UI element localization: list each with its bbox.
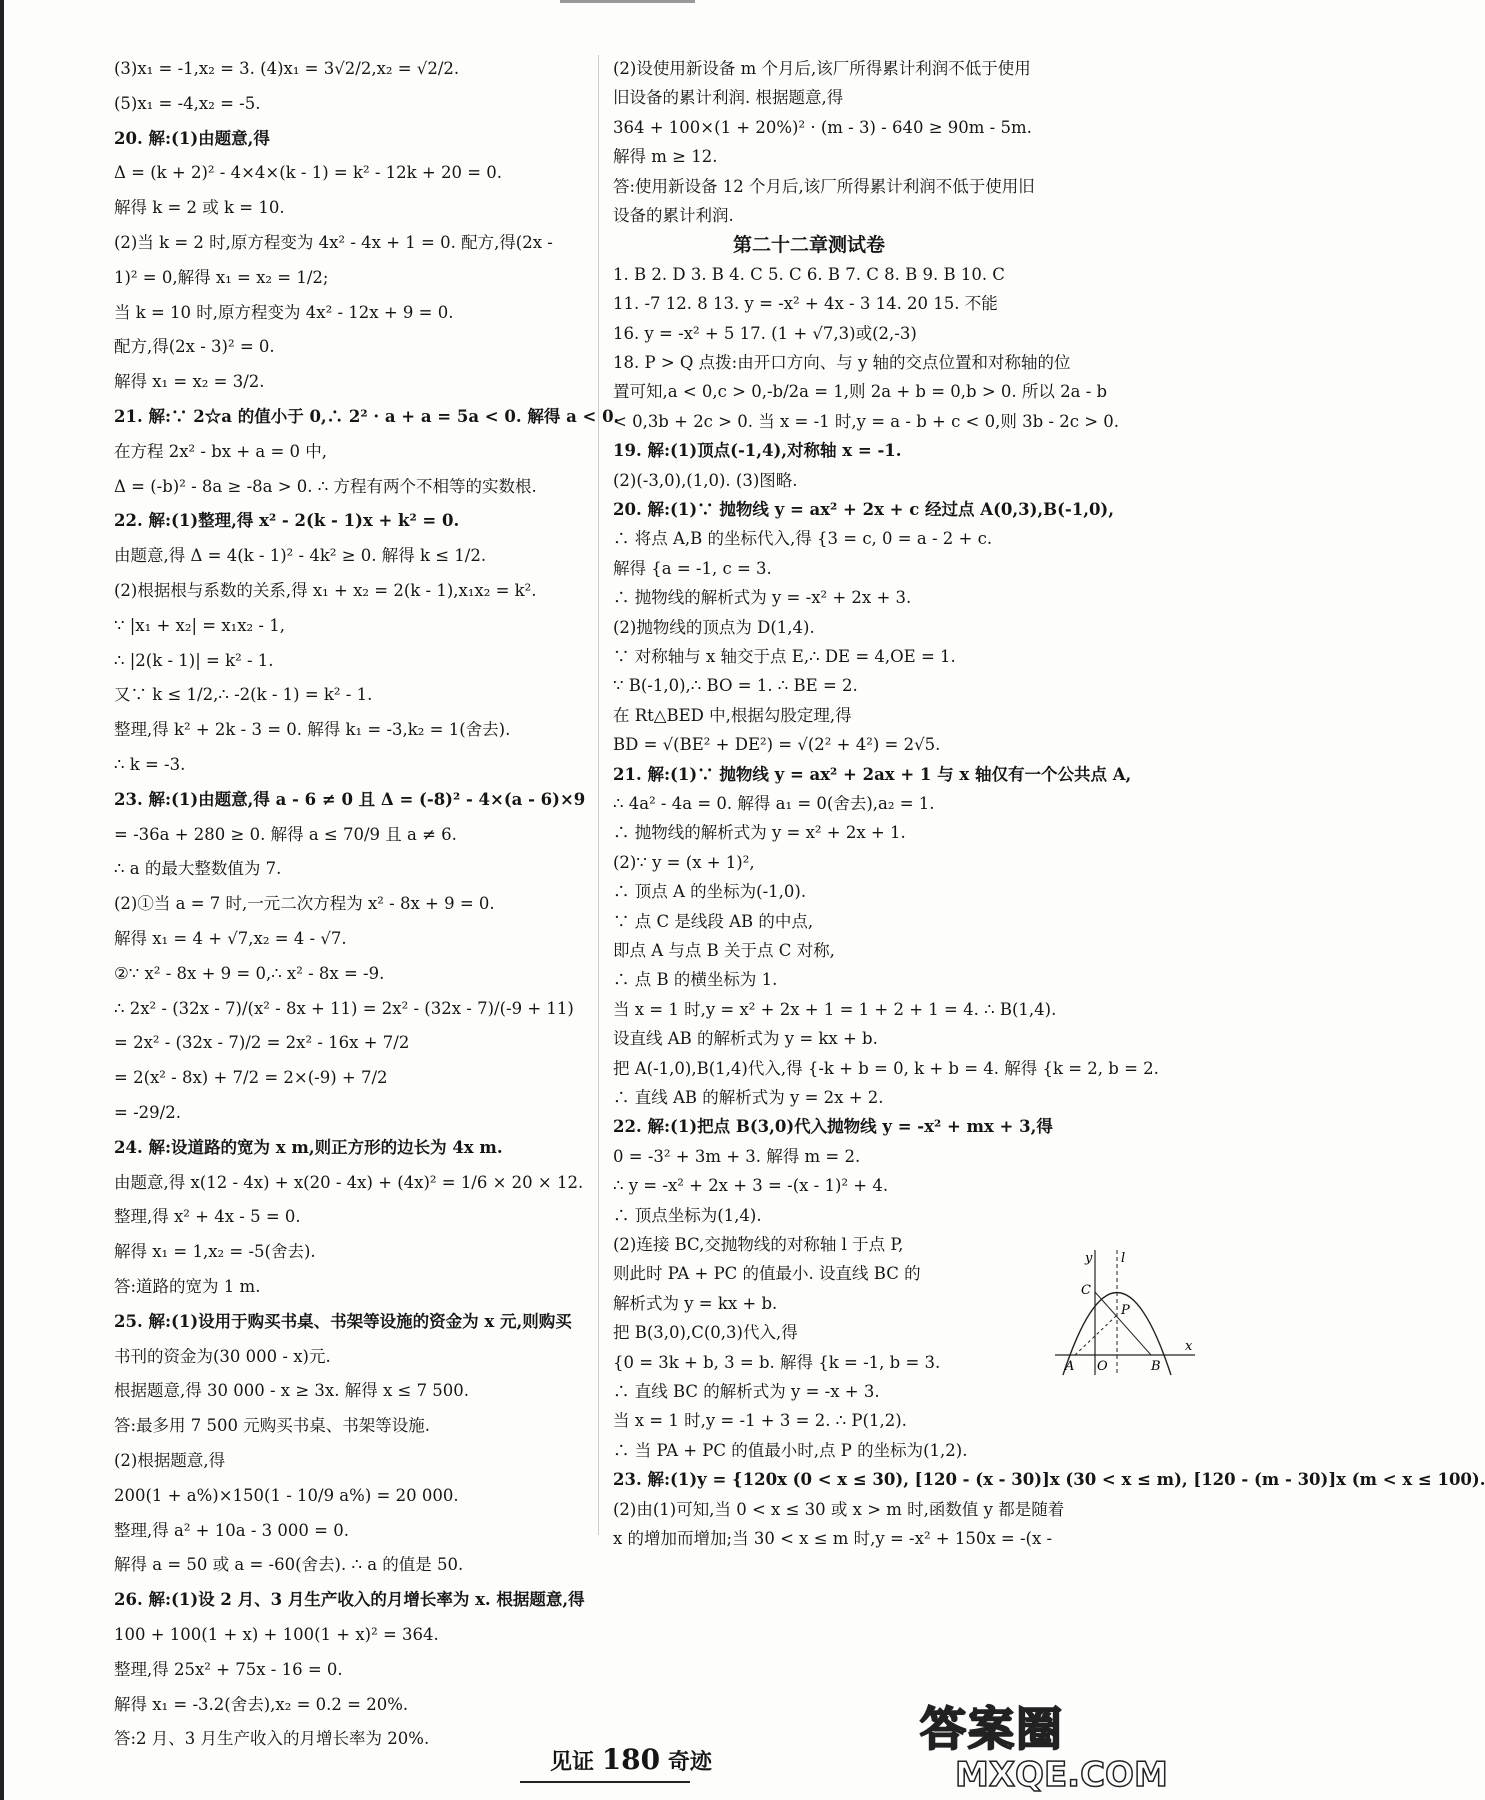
text-line: (2)由(1)可知,当 0 < x ≤ 30 或 x > m 时,函数值 y 都是随着 [613, 1499, 1065, 1519]
text-line: ②∵ x² - 8x + 9 = 0,∴ x² - 8x = -9. [114, 963, 385, 983]
label-a: A [1065, 1359, 1075, 1374]
text-line: ∴ 将点 A,B 的坐标代入,得 {3 = c, 0 = a - 2 + c. [613, 529, 993, 549]
label-c: C [1081, 1283, 1091, 1298]
text-line: 在方程 2x² - bx + a = 0 中, [114, 441, 328, 461]
footer-right: 奇迹 [667, 1749, 712, 1775]
text-line: 解析式为 y = kx + b. [613, 1293, 778, 1313]
text-line: (2)根据根与系数的关系,得 x₁ + x₂ = 2(k - 1),x₁x₂ = k². [114, 581, 537, 600]
text-line: {0 = 3k + b, 3 = b. 解得 {k = -1, b = 3. [613, 1352, 941, 1372]
text-line: ∵ B(-1,0),∴ BO = 1. ∴ BE = 2. [613, 676, 858, 696]
text-line: 整理,得 k² + 2k - 3 = 0. 解得 k₁ = -3,k₂ = 1(舍去). [114, 720, 511, 740]
text-line: 19. 解:(1)顶点(-1,4),对称轴 x = -1. [613, 441, 902, 461]
text-line: 22. 解:(1)整理,得 x² - 2(k - 1)x + k² = 0. [114, 511, 460, 531]
label-y: y [1085, 1251, 1093, 1266]
text-line: 26. 解:(1)设 2 月、3 月生产收入的月增长率为 x. 根据题意,得 [114, 1590, 585, 1610]
text-line: 11. -7 12. 8 13. y = -x² + 4x - 3 14. 20 15. 不能 [613, 294, 998, 314]
text-line: = 2x² - (32x - 7)/2 = 2x² - 16x + 7/2 [114, 1033, 410, 1053]
text-line: ∵ 对称轴与 x 轴交于点 E,∴ DE = 4,OE = 1. [613, 647, 956, 666]
text-line: = -29/2. [114, 1103, 181, 1122]
text-line: ∴ 顶点 A 的坐标为(-1,0). [613, 882, 807, 902]
text-line: 第二十二章测试卷 [733, 234, 886, 257]
text-line: Δ = (-b)² - 8a ≥ -8a > 0. ∴ 方程有两个不相等的实数根. [114, 476, 537, 496]
text-line: (2)当 k = 2 时,原方程变为 4x² - 4x + 1 = 0. 配方,得(2x - [114, 233, 553, 252]
text-line: 24. 解:设道路的宽为 x m,则正方形的边长为 4x m. [114, 1137, 503, 1157]
text-line: 16. y = -x² + 5 17. (1 + √7,3)或(2,-3) [613, 323, 917, 343]
text-line: 200(1 + a%)×150(1 - 10/9 a%) = 20 000. [114, 1485, 459, 1505]
text-line: = -36a + 280 ≥ 0. 解得 a ≤ 70/9 且 a ≠ 6. [114, 824, 457, 844]
text-line: 18. P > Q 点拨:由开口方向、与 y 轴的交点位置和对称轴的位 [613, 353, 1071, 372]
text-line: 解得 x₁ = x₂ = 3/2. [114, 372, 265, 392]
text-line: 23. 解:(1)y = {120x (0 < x ≤ 30), [120 - (x - 30)]x (30 < x ≤ m), [120 - (m - 30)]x (m < x ≤ 100). [613, 1470, 1485, 1490]
text-line: ∴ |2(k - 1)| = k² - 1. [114, 650, 274, 670]
text-line: 23. 解:(1)由题意,得 a - 6 ≠ 0 且 Δ = (-8)² - 4×(a - 6)×9 [114, 789, 586, 809]
text-line: 由题意,得 x(12 - 4x) + x(20 - 4x) + (4x)² = 1/6 × 20 × 12. [114, 1172, 584, 1192]
text-line: 20. 解:(1)∵ 抛物线 y = ax² + 2x + c 经过点 A(0,3),B(-1,0), [613, 500, 1114, 519]
text-line: BD = √(BE² + DE²) = √(2² + 4²) = 2√5. [613, 735, 941, 755]
text-line: 解得 x₁ = 1,x₂ = -5(舍去). [114, 1242, 316, 1262]
text-line: (2)连接 BC,交抛物线的对称轴 l 于点 P, [613, 1235, 904, 1254]
text-line: ∴ 顶点坐标为(1,4). [613, 1205, 762, 1225]
footer-left: 见证 [550, 1749, 595, 1775]
text-line: ∴ 直线 AB 的解析式为 y = 2x + 2. [613, 1088, 884, 1107]
text-line: 整理,得 x² + 4x - 5 = 0. [114, 1207, 301, 1227]
text-line: 解得 a = 50 或 a = -60(舍去). ∴ a 的值是 50. [114, 1555, 464, 1575]
text-line: 又∵ k ≤ 1/2,∴ -2(k - 1) = k² - 1. [114, 685, 373, 705]
text-line: 答:最多用 7 500 元购买书桌、书架等设施. [114, 1416, 431, 1436]
text-line: 0 = -3² + 3m + 3. 解得 m = 2. [613, 1146, 861, 1166]
text-line: 答:2 月、3 月生产收入的月增长率为 20%. [114, 1729, 430, 1749]
text-line: 由题意,得 Δ = 4(k - 1)² - 4k² ≥ 0. 解得 k ≤ 1/2. [114, 546, 487, 566]
page-number: 180 [601, 1743, 661, 1776]
text-line: (2)设使用新设备 m 个月后,该厂所得累计利润不低于使用 [613, 59, 1031, 78]
text-line: (2)根据题意,得 [114, 1451, 226, 1470]
text-line: 设备的累计利润. [613, 206, 734, 225]
text-line: ∵ 点 C 是线段 AB 的中点, [613, 911, 814, 931]
text-line: 把 B(3,0),C(0,3)代入,得 [613, 1323, 798, 1343]
text-line: ∴ 2x² - (32x - 7)/(x² - 8x + 11) = 2x² - (32x - 7)/(-9 + 11) [114, 998, 574, 1018]
text-line: (2)抛物线的顶点为 D(1,4). [613, 617, 815, 637]
text-line: ∴ y = -x² + 2x + 3 = -(x - 1)² + 4. [613, 1176, 889, 1196]
text-line: 设直线 AB 的解析式为 y = kx + b. [613, 1029, 878, 1049]
text-line: 100 + 100(1 + x) + 100(1 + x)² = 364. [114, 1625, 439, 1644]
text-line: (3)x₁ = -1,x₂ = 3. (4)x₁ = 3√2/2,x₂ = √2/2. [114, 59, 460, 78]
text-line: < 0,3b + 2c > 0. 当 x = -1 时,y = a - b + c < 0,则 3b - 2c > 0. [613, 411, 1120, 431]
text-line: ∴ 当 PA + PC 的值最小时,点 P 的坐标为(1,2). [613, 1440, 968, 1460]
column-divider [598, 55, 599, 1535]
watermark [920, 1693, 1190, 1798]
text-line: 则此时 PA + PC 的值最小. 设直线 BC 的 [613, 1264, 921, 1284]
parabola-figure [1055, 1250, 1195, 1375]
text-line: 25. 解:(1)设用于购买书桌、书架等设施的资金为 x 元,则购买 [114, 1311, 572, 1331]
text-line: (5)x₁ = -4,x₂ = -5. [114, 93, 261, 113]
text-line: 解得 x₁ = -3.2(舍去),x₂ = 0.2 = 20%. [114, 1694, 409, 1714]
text-line: (2)①当 a = 7 时,一元二次方程为 x² - 8x + 9 = 0. [114, 894, 495, 914]
text-line: 当 k = 10 时,原方程变为 4x² - 12x + 9 = 0. [114, 302, 454, 322]
text-line: (2)∵ y = (x + 1)², [613, 852, 755, 872]
text-line: 即点 A 与点 B 关于点 C 对称, [613, 941, 835, 960]
text-line: ∴ 抛物线的解析式为 y = x² + 2x + 1. [613, 823, 906, 843]
page-footer [550, 1743, 712, 1776]
text-line: 在 Rt△BED 中,根据勾股定理,得 [613, 705, 852, 725]
segment-ap [1075, 1315, 1117, 1355]
text-line: 当 x = 1 时,y = x² + 2x + 1 = 1 + 2 + 1 = 4. ∴ B(1,4). [613, 999, 1057, 1019]
text-line: ∴ k = -3. [114, 755, 186, 774]
segment-bc [1095, 1292, 1151, 1355]
text-line: Δ = (k + 2)² - 4×4×(k - 1) = k² - 12k + 20 = 0. [114, 163, 503, 183]
text-line: 解得 {a = -1, c = 3. [613, 558, 772, 578]
text-line: = 2(x² - 8x) + 7/2 = 2×(-9) + 7/2 [114, 1068, 388, 1088]
text-line: ∴ 4a² - 4a = 0. 解得 a₁ = 0(舍去),a₂ = 1. [613, 794, 935, 813]
top-rule [560, 0, 695, 3]
text-line: 把 A(-1,0),B(1,4)代入,得 {-k + b = 0, k + b = 4. 解得 {k = 2, b = 2. [613, 1058, 1159, 1078]
label-l: l [1121, 1251, 1126, 1266]
text-line: ∴ 抛物线的解析式为 y = -x² + 2x + 3. [613, 588, 912, 608]
watermark-url: MXQE.COM [955, 1755, 1168, 1795]
text-line: 当 x = 1 时,y = -1 + 3 = 2. ∴ P(1,2). [613, 1411, 907, 1431]
text-line: 旧设备的累计利润. 根据题意,得 [613, 88, 844, 108]
text-line: x 的增加而增加;当 30 < x ≤ m 时,y = -x² + 150x = -(x - [613, 1529, 1053, 1548]
watermark-badge: 答案圈 [920, 1702, 1064, 1756]
label-p: P [1121, 1303, 1130, 1318]
scan-edge [0, 0, 4, 1800]
text-line: (2)(-3,0),(1,0). (3)图略. [613, 470, 798, 490]
text-line: 21. 解:∵ 2☆a 的值小于 0,∴ 2² · a + a = 5a < 0. 解得 a < 0. [114, 407, 620, 426]
text-line: 1. B 2. D 3. B 4. C 5. C 6. B 7. C 8. B 9. B 10. C [613, 264, 1005, 284]
text-line: 364 + 100×(1 + 20%)² · (m - 3) - 640 ≥ 90m - 5m. [613, 117, 1032, 137]
text-line: 21. 解:(1)∵ 抛物线 y = ax² + 2ax + 1 与 x 轴仅有一个公共点 A, [613, 764, 1132, 784]
label-o: O [1097, 1359, 1108, 1374]
text-line: 置可知,a < 0,c > 0,-b/2a = 1,则 2a + b = 0,b > 0. 所以 2a - b [613, 382, 1108, 402]
text-line: 根据题意,得 30 000 - x ≥ 3x. 解得 x ≤ 7 500. [114, 1381, 470, 1401]
text-line: 解得 x₁ = 4 + √7,x₂ = 4 - √7. [114, 929, 347, 948]
text-line: ∵ |x₁ + x₂| = x₁x₂ - 1, [114, 615, 285, 635]
text-line: ∴ 点 B 的横坐标为 1. [613, 970, 778, 990]
label-x: x [1185, 1339, 1193, 1354]
text-line: ∴ a 的最大整数值为 7. [114, 859, 282, 879]
text-line: 答:使用新设备 12 个月后,该厂所得累计利润不低于使用旧 [613, 176, 1035, 196]
text-line: 1)² = 0,解得 x₁ = x₂ = 1/2; [114, 267, 329, 287]
text-line: 配方,得(2x - 3)² = 0. [114, 337, 275, 357]
text-line: 22. 解:(1)把点 B(3,0)代入抛物线 y = -x² + mx + 3,得 [613, 1117, 1053, 1137]
text-line: 书刊的资金为(30 000 - x)元. [114, 1346, 331, 1366]
text-line: 20. 解:(1)由题意,得 [114, 128, 270, 148]
label-b: B [1151, 1359, 1161, 1374]
text-line: 解得 k = 2 或 k = 10. [114, 198, 285, 218]
text-line: 整理,得 25x² + 75x - 16 = 0. [114, 1659, 343, 1679]
text-line: 解得 m ≥ 12. [613, 147, 718, 167]
text-line: 答:道路的宽为 1 m. [114, 1277, 261, 1296]
footer-rule [520, 1781, 690, 1783]
text-line: 整理,得 a² + 10a - 3 000 = 0. [114, 1520, 349, 1540]
text-line: ∴ 直线 BC 的解析式为 y = -x + 3. [613, 1382, 880, 1401]
